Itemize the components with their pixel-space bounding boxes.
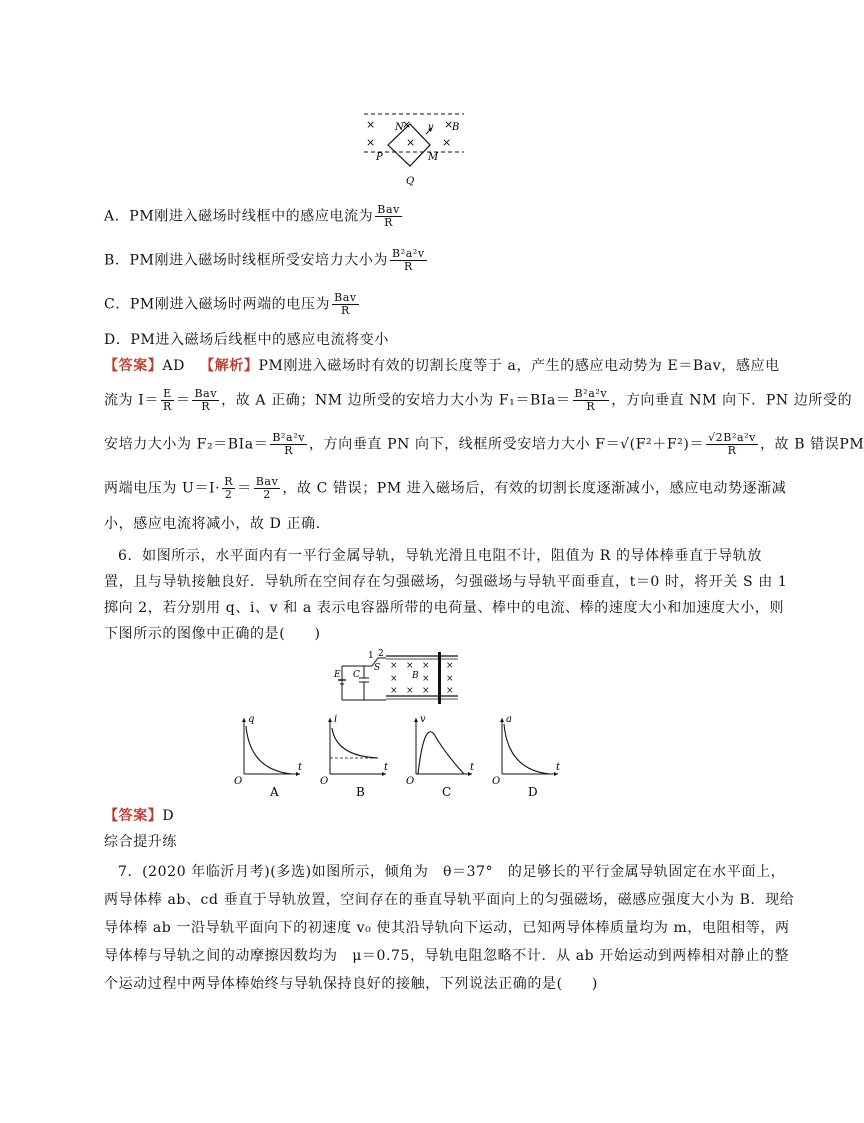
- q6-line-2: 置，且与导轨接触良好．导轨所在空间存在匀强磁场，匀强磁场与导轨平面垂直，t＝0 时，将开关 S 由 1: [104, 574, 788, 590]
- answer-tag: 【答案】: [104, 358, 163, 374]
- y-label: i: [334, 714, 338, 725]
- svg-text:×: ×: [390, 661, 398, 671]
- label-M: M: [428, 152, 439, 163]
- x-label: t: [470, 762, 475, 773]
- label-C: C: [353, 670, 360, 680]
- graph-caption: D: [528, 785, 538, 799]
- option-c: [104, 292, 361, 317]
- answer-value: D: [162, 808, 175, 824]
- curve: [246, 726, 292, 774]
- label-E: E: [334, 670, 341, 680]
- option-d: D．PM进入磁场后线框中的感应电流将变小: [104, 332, 389, 348]
- svg-text:×: ×: [446, 674, 454, 684]
- svg-text:×: ×: [422, 686, 430, 696]
- graph-caption: C: [442, 785, 452, 799]
- graph-d: [490, 712, 570, 802]
- graph-c: [404, 712, 484, 802]
- q7-line-1: 7．(2020 年临沂月考)(多选)如图所示，倾角为 θ＝37° 的足够长的平行金属导轨固定在水平面上，: [118, 864, 786, 880]
- square-loop-figure: [360, 108, 470, 190]
- svg-text:×: ×: [422, 661, 430, 671]
- answer-value: AD: [162, 358, 185, 374]
- option-a-text: A．PM刚进入磁场时线框中的感应电流为: [104, 208, 374, 225]
- y-label: q: [248, 714, 255, 725]
- field-cross: ×: [402, 118, 412, 131]
- analysis-line-1: 【答案】AD 【解析】PM刚进入磁场时有效的切割长度等于 a，产生的感应电动势为 E＝Bav，感应电: [104, 358, 780, 374]
- label-1: 1: [368, 651, 374, 661]
- analysis-line-3: 安培力大小为 F₂＝BIa＝ $\frac{\text{B²a²v}}{R}$ ，方向垂直 PN 向下，线框所受安培力大小 F＝√(F²＋F²)＝ $\frac{\text{√2B²a²v}}{R}$ ，故 B 错误PM: [104, 431, 864, 457]
- option-a: [104, 204, 404, 229]
- label-B: B: [452, 122, 460, 133]
- svg-text:×: ×: [406, 661, 414, 671]
- origin-label: O: [234, 776, 243, 787]
- q6-line-1: 6．如图所示，水平面内有一平行金属导轨，导轨光滑且电阻不计，阻值为 R 的导体棒垂直于导轨放: [118, 548, 762, 564]
- label-P: P: [376, 152, 383, 163]
- option-b: [104, 248, 429, 273]
- fraction: $\frac{\text{Bav}}{R}$: [334, 291, 357, 317]
- x-label: t: [384, 762, 389, 773]
- analysis-tag: 【解析】: [200, 358, 259, 374]
- x-label: t: [298, 762, 303, 773]
- q6-line-4: 下图所示的图像中正确的是( ): [104, 626, 321, 642]
- svg-text:×: ×: [422, 674, 430, 684]
- graph-a: [232, 712, 312, 802]
- label-S: S: [374, 663, 381, 673]
- q7-line-2: 两导体棒 ab、cd 垂直于导轨放置，空间存在的垂直导轨平面向上的匀强磁场，磁感应强度大小为 B．现给: [104, 892, 795, 908]
- conductor-rod: [438, 652, 441, 704]
- svg-text:×: ×: [446, 686, 454, 696]
- graph-caption: A: [270, 785, 279, 799]
- q7-line-3: 导体棒 ab 一沿导轨平面向下的初速度 v₀ 使其沿导轨向下运动，已知两导体棒质量均为 m，电阻相等，两: [104, 920, 790, 936]
- q7-line-5: 个运动过程中两导体棒始终与导轨保持良好的接触，下列说法正确的是( ): [104, 976, 598, 992]
- q7-line-4: 导体棒与导轨之间的动摩擦因数均为 μ＝0.75，导轨电阻忽略不计．从 ab 开始运动到两棒相对静止的整: [104, 948, 790, 964]
- answer-tag: 【答案】: [104, 808, 163, 824]
- y-label: v: [420, 714, 426, 725]
- field-cross: ×: [366, 136, 376, 149]
- analysis-line-4: 两端电压为 U＝I· $\frac{R}{2}$ ＝ $\frac{\text{Bav}}{2}$ ，故 C 错误；PM 进入磁场后，有效的切割长度逐渐减小，感应电动势逐渐减: [104, 475, 787, 501]
- section-title: 综合提升练: [104, 834, 177, 850]
- field-cross: ×: [442, 136, 452, 149]
- label-v: v: [428, 122, 434, 133]
- fraction: $\frac{\text{Bav}}{R}$: [377, 203, 400, 229]
- graph-options: [232, 712, 572, 802]
- label-Q: Q: [406, 176, 415, 187]
- svg-text:×: ×: [446, 661, 454, 671]
- field-cross: ×: [406, 136, 416, 149]
- svg-text:×: ×: [406, 686, 414, 696]
- analysis-line-5: 小，感应电流将减小，故 D 正确．: [104, 516, 331, 532]
- x-label: t: [556, 762, 561, 773]
- curve: [504, 724, 550, 774]
- label-N: N: [395, 122, 404, 133]
- label-2: 2: [378, 649, 384, 659]
- q6-answer: [104, 806, 174, 826]
- field-cross: ×: [444, 118, 454, 131]
- curve: [418, 732, 464, 774]
- origin-label: O: [406, 776, 415, 787]
- origin-label: O: [492, 776, 501, 787]
- origin-label: O: [320, 776, 329, 787]
- y-label: a: [506, 714, 512, 725]
- svg-text:×: ×: [390, 686, 398, 696]
- fraction: $\frac{\text{B²a²v}}{R}$: [392, 247, 425, 273]
- option-b-text: B．PM刚进入磁场时线框所受安培力大小为: [104, 252, 389, 269]
- circuit-diagram: [334, 650, 464, 706]
- analysis-line-2: 流为 I＝ $\frac{E}{R}$ ＝ $\frac{\text{Bav}}{R}$ ，故 A 正确；NM 边所受的安培力大小为 F₁＝BIa＝ $\frac{\text{B²a²v}}{R}$ ，方向垂直 NM 向下．PN 边所受的: [104, 387, 853, 413]
- field-cross: ×: [366, 118, 376, 131]
- svg-text:×: ×: [390, 674, 398, 684]
- q6-line-3: 掷向 2，若分别用 q、i、v 和 a 表示电容器所带的电荷量、棒中的电流、棒的速度大小和加速度大小，则: [104, 600, 785, 616]
- label-B: B: [412, 671, 419, 681]
- option-c-text: C．PM刚进入磁场时两端的电压为: [104, 296, 331, 313]
- curve: [332, 728, 378, 758]
- graph-caption: B: [356, 785, 365, 799]
- graph-b: [318, 712, 398, 802]
